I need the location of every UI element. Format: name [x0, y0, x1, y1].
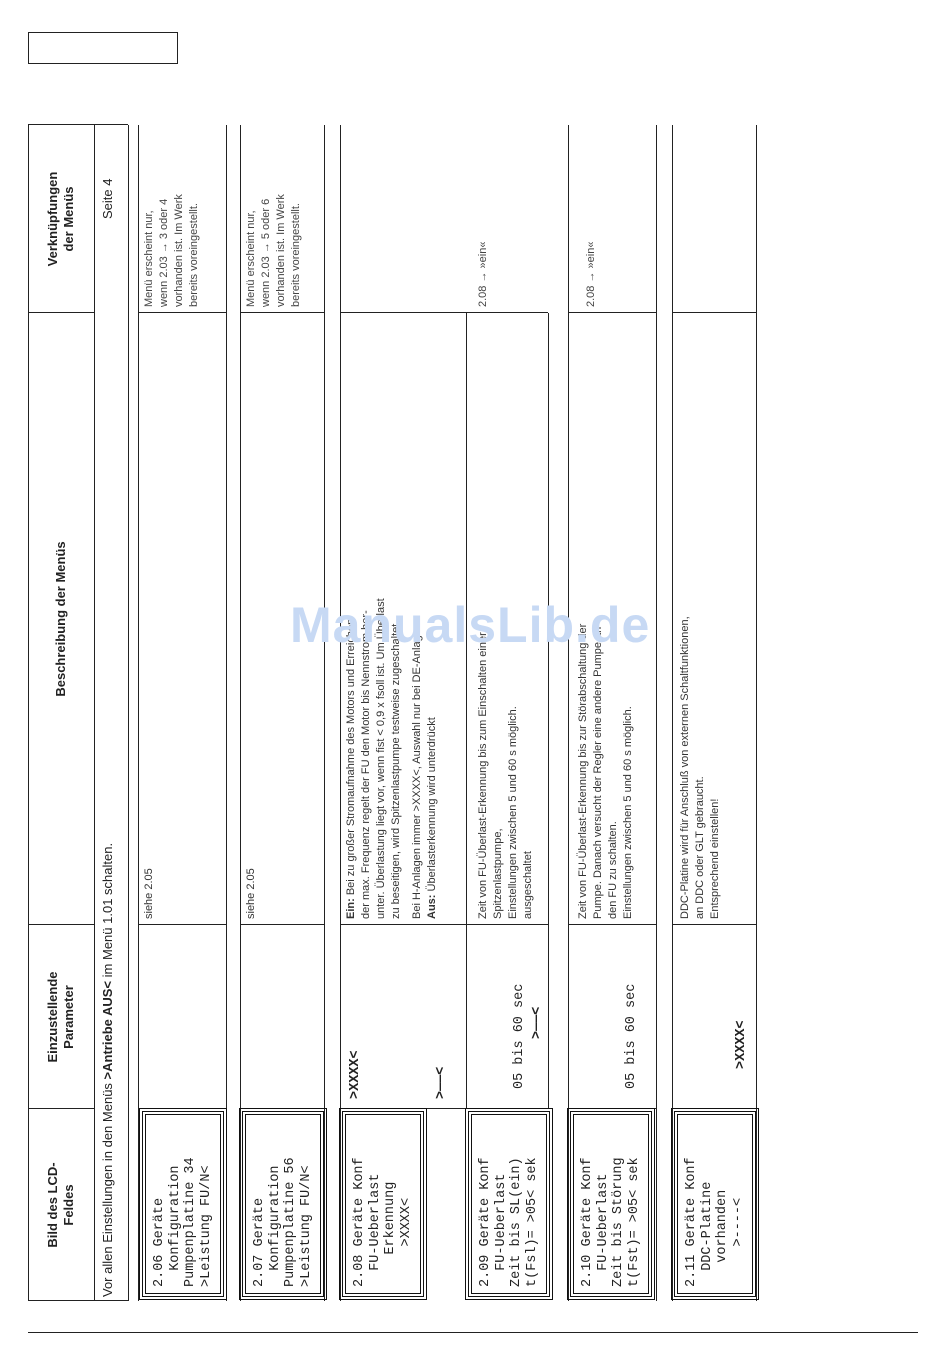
col-sep — [138, 1108, 226, 1109]
description: siehe 2.05 — [245, 868, 257, 919]
row-top — [672, 125, 673, 1301]
row-bottom — [756, 125, 757, 1301]
header-lcd: Bild des LCD- Feldes — [45, 1162, 76, 1248]
param-value: >XXXX< — [734, 1020, 749, 1069]
param-value-off: >——< — [434, 1066, 449, 1099]
col-sep — [340, 924, 466, 925]
row-top — [240, 125, 241, 1301]
param-value-off: >——< — [530, 1006, 545, 1039]
col-sep — [340, 312, 466, 313]
row-bottom — [656, 125, 657, 1301]
menu-link: 2.08 → »ein« — [477, 241, 489, 307]
col-sep — [240, 312, 324, 313]
intro-text: Vor allen Einstellungen in den Menüs — [100, 1079, 115, 1297]
description: siehe 2.05 — [143, 868, 155, 919]
watermark: ManualsLib.de — [290, 597, 651, 653]
col-sep — [568, 924, 656, 925]
col-sep — [568, 1108, 656, 1109]
row-bottom — [226, 125, 227, 1301]
header-divider — [94, 125, 95, 1301]
menu-table — [28, 125, 756, 1301]
col-sep — [240, 924, 324, 925]
col-sep — [138, 312, 226, 313]
desc-ein-label: Ein: — [345, 898, 357, 919]
intro-text-end: im Menü 1.01 schalten. — [100, 842, 115, 981]
row-top — [340, 125, 341, 1301]
footer-rule — [28, 1332, 918, 1333]
menu-link: 2.08 → »ein« — [585, 241, 597, 307]
lcd-display: 2.10 Geräte Konf FU-Ueberlast Zeit bis Störung t(Fst)= >05< sek — [570, 1111, 652, 1297]
col-sep — [138, 924, 226, 925]
header-links: Verknüpfungen der Menüs — [45, 171, 76, 267]
header-params: Einzustellende Parameter — [45, 971, 76, 1063]
row-bottom — [466, 313, 467, 1109]
param-range: 05 bis 60 sec — [624, 983, 639, 1089]
desc-h: Bei H-Anlagen immer >XXXX<, Auswahl nur bei DE-Anlagen — [411, 623, 423, 919]
col-sep — [240, 1108, 324, 1109]
col-sep — [568, 312, 656, 313]
header-box — [28, 32, 178, 64]
menu-link: Menü erscheint nur, wenn 2.03 → 5 oder 6 vorhanden ist. Im Werk bereits voreingestellt. — [245, 194, 302, 307]
desc-aus-text: Überlasterkennung wird unterdrückt — [426, 717, 438, 895]
col-sep — [466, 1108, 548, 1109]
description: Zeit von FU-Überlast-Erkennung bis zur Störabschaltung der Pumpe. Danach versucht der Regler eine andere Pumpe an den FU zu schalten. Einstellungen zwischen 5 und 60 s möglich. — [577, 623, 634, 919]
lcd-display: 2.08 Geräte Konf FU-Ueberlast Erkennung >XXXX< — [342, 1111, 424, 1297]
header-description: Beschreibung der Menüs — [53, 541, 68, 697]
page-label: Seite 4 — [100, 178, 115, 219]
description: DDC-Platine wird für Anschluß von externen Schaltfunktionen, an DDC oder GLT gebraucht. Entsprechend einstellen! — [679, 616, 721, 919]
menu-link: Menü erscheint nur, wenn 2.03 → 3 oder 4 vorhanden ist. Im Werk bereits voreingestellt. — [143, 194, 200, 307]
col-sep — [672, 924, 756, 925]
col-sep — [340, 1108, 466, 1109]
col-sep — [672, 312, 756, 313]
row-top — [138, 125, 139, 1301]
param-value: >XXXX< — [348, 1050, 363, 1099]
intro-bold: >Antriebe AUS< — [100, 980, 115, 1080]
col-sep — [672, 1108, 756, 1109]
lcd-display: 2.09 Geräte Konf FU-Ueberlast Zeit bis SL(ein) t(Fsl)= >05< sek — [468, 1111, 550, 1297]
lcd-display: 2.07 Geräte Konfiguration Pumpenplatine 56 >Leistung FU/N< — [242, 1111, 324, 1297]
lcd-display: 2.11 Geräte Konf DDC-Platine vorhanden >----< — [674, 1111, 756, 1297]
desc-ein-text: Bei zu großer Stromaufnahme des Motors und Erreichen der max. Frequenz regelt der FU den Motor bis Nennstrom her- unter. Überlastung liegt vor, wenn fist < 0,9 x fsoll ist. Um Überlast zu beseitigen, wird Spitzenlastpumpe testweise zugeschaltet. — [345, 598, 402, 919]
lcd-display: 2.06 Geräte Konfiguration Pumpenplatine 34 >Leistung FU/N< — [142, 1111, 224, 1297]
description: Zeit von FU-Überlast-Erkennung bis zum Einschalten einer Spitzenlastpumpe, Einstellungen zwischen 5 und 60 s möglich. ausgeschaltet — [477, 632, 534, 919]
row-bottom — [324, 125, 325, 1301]
col-sep — [466, 312, 548, 313]
col-sep — [466, 924, 548, 925]
row-top — [568, 125, 569, 1301]
row-bottom — [548, 313, 549, 1109]
param-range: 05 bis 60 sec — [512, 983, 527, 1089]
table-border-intro — [128, 125, 129, 1301]
intro-note — [100, 843, 115, 1297]
desc-aus-label: Aus: — [426, 894, 438, 919]
